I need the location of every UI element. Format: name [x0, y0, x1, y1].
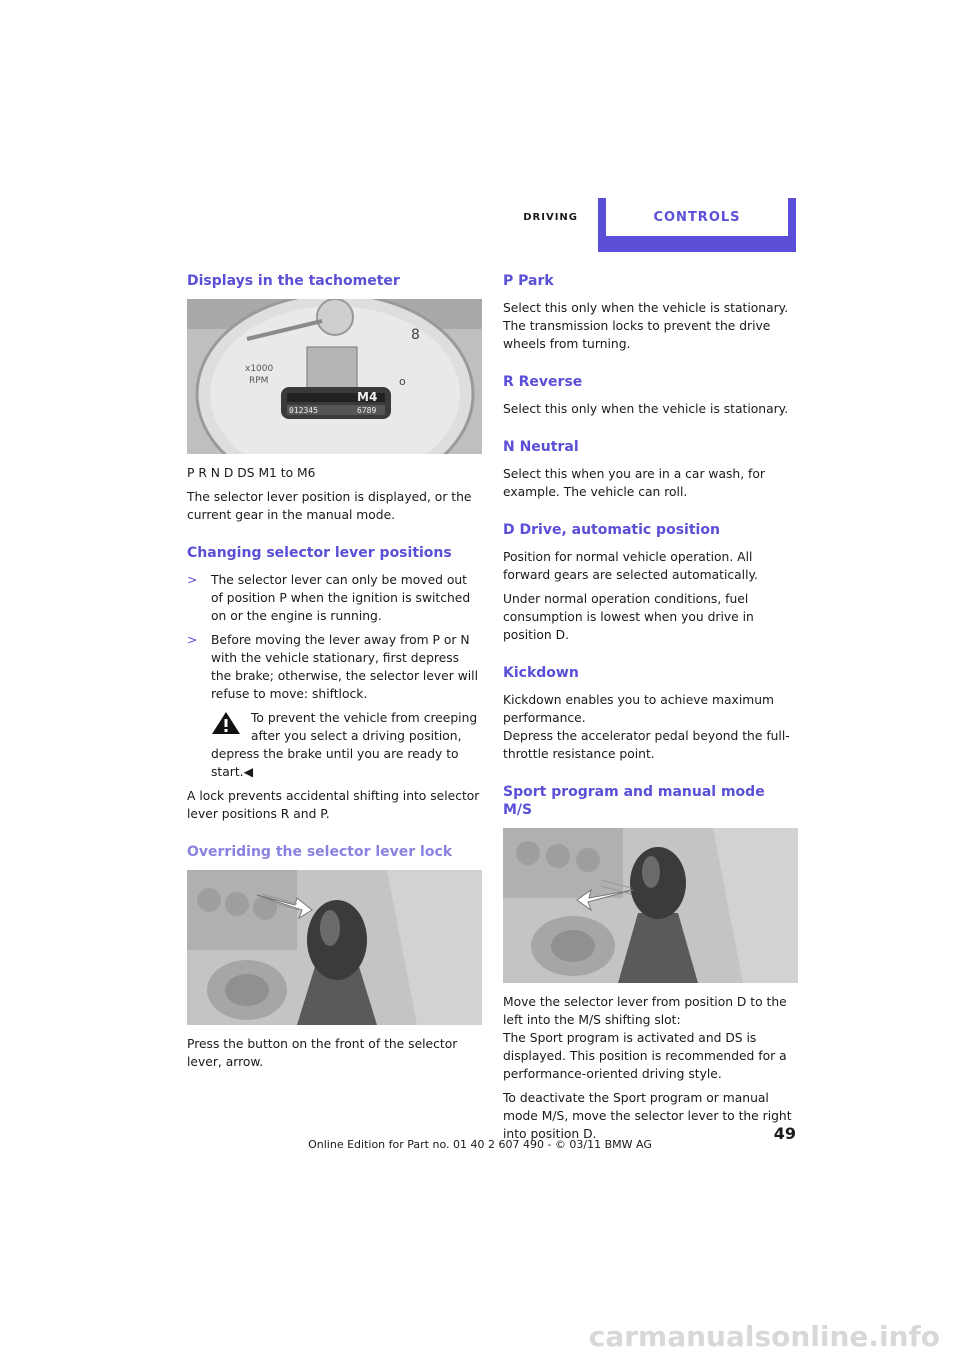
- kickdown-description-2: Depress the accelerator pedal beyond the full-throttle resistance point.: [503, 729, 790, 761]
- selector-positions-caption: P R N D DS M1 to M6: [187, 466, 316, 480]
- heading-park: P Park: [503, 273, 554, 289]
- park-description: Select this only when the vehicle is stationary. The transmission locks to prevent the drive wheels from turning.: [503, 301, 789, 351]
- watermark: carmanualsonline.info: [588, 1320, 940, 1353]
- svg-text:RPM: RPM: [249, 376, 269, 386]
- tachometer-illustration: [187, 299, 482, 454]
- chapter-tab-inner: [606, 198, 788, 236]
- selector-lever-image: [187, 870, 482, 1025]
- svg-text:6789: 6789: [357, 406, 377, 415]
- heading-reverse: R Reverse: [503, 374, 583, 390]
- svg-text:M4: M4: [357, 390, 378, 404]
- selector-lever-illustration: [187, 870, 482, 1025]
- svg-text:012345: 012345: [289, 406, 318, 415]
- edition-footer: Online Edition for Part no. 01 40 2 607 490 - © 03/11 BMW AG: [308, 1138, 652, 1151]
- heading-neutral: N Neutral: [503, 439, 579, 455]
- sport-description-3: To deactivate the Sport program or manual mode M/S, move the selector lever to the right into position D.: [503, 1091, 792, 1141]
- warning-triangle-icon: [211, 711, 241, 735]
- sport-mode-illustration: [503, 828, 798, 983]
- list-item: [187, 631, 482, 703]
- list-item-text: The selector lever can only be moved out of position P when the ignition is switched on or the engine is running.: [211, 573, 471, 623]
- sport-description-1: Move the selector lever from position D to the left into the M/S shifting slot:: [503, 995, 787, 1027]
- chapter-tab: [598, 198, 796, 252]
- svg-text:8: 8: [411, 327, 420, 343]
- reverse-description: Select this only when the vehicle is stationary.: [503, 402, 789, 416]
- warning-note: [187, 709, 482, 781]
- svg-text:o: o: [399, 375, 406, 388]
- heading-override-lock: Overriding the selector lever lock: [187, 844, 453, 860]
- chapter-label: CONTROLS: [653, 210, 741, 225]
- end-marker-icon: ◀: [243, 765, 254, 779]
- changing-positions-list: [187, 571, 482, 703]
- right-column: [503, 272, 798, 1149]
- warning-body: To prevent the vehicle from creeping after you select a driving position, depress the brake until you are ready to start.: [211, 711, 478, 779]
- bullet-marker-icon: >: [187, 633, 198, 647]
- heading-tachometer: Displays in the tachometer: [187, 273, 400, 289]
- bullet-marker-icon: >: [187, 573, 198, 587]
- kickdown-description-1: Kickdown enables you to achieve maximum performance.: [503, 693, 774, 725]
- heading-sport-program: Sport program and manual mode M/S: [503, 784, 765, 818]
- drive-description-1: Position for normal vehicle operation. All forward gears are selected automatically.: [503, 550, 758, 582]
- list-item: [187, 571, 482, 625]
- lock-description: A lock prevents accidental shifting into selector lever positions R and P.: [187, 789, 480, 821]
- tachometer-description: The selector lever position is displayed, or the current gear in the manual mode.: [187, 490, 472, 522]
- sport-mode-image: [503, 828, 798, 983]
- tachometer-image: [187, 299, 482, 454]
- list-item-text: Before moving the lever away from P or N with the vehicle stationary, first depress the brake; otherwise, the selector lever will refuse to move: shiftlock.: [211, 633, 479, 701]
- neutral-description: Select this when you are in a car wash, for example. The vehicle can roll.: [503, 467, 765, 499]
- heading-changing-positions: Changing selector lever positions: [187, 545, 452, 561]
- heading-drive: D Drive, automatic position: [503, 522, 720, 538]
- left-column: [187, 272, 482, 1077]
- sport-description-2: The Sport program is activated and DS is displayed. This position is recommended for a performance-oriented driving style.: [503, 1031, 787, 1081]
- override-description: Press the button on the front of the selector lever, arrow.: [187, 1037, 458, 1069]
- page-number: 49: [773, 1124, 796, 1143]
- svg-text:x1000: x1000: [245, 364, 274, 374]
- section-label: DRIVING: [523, 212, 578, 223]
- heading-kickdown: Kickdown: [503, 665, 579, 681]
- drive-description-2: Under normal operation conditions, fuel consumption is lowest when you drive in position D.: [503, 592, 754, 642]
